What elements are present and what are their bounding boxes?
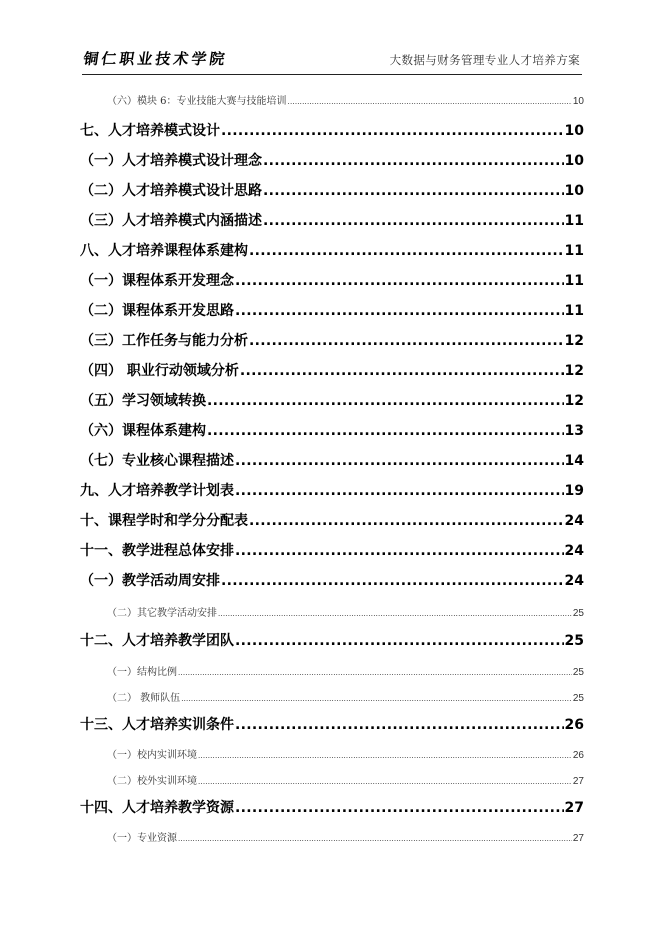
toc-entry-chapter-11[interactable] <box>80 540 584 560</box>
toc-entry-14-1[interactable] <box>80 829 584 844</box>
toc-entry-page: 24 <box>564 513 584 529</box>
toc-entry-8-7[interactable] <box>80 450 584 470</box>
toc-entry-chapter-13[interactable] <box>80 714 584 734</box>
toc-entry-label: （五）学习领域转换 <box>80 393 206 409</box>
toc-entry-label: （四） 职业行动领域分析 <box>80 363 239 379</box>
toc-entry-page: 11 <box>564 303 584 319</box>
toc-entry-13-1[interactable] <box>80 746 584 761</box>
toc-entry-page: 10 <box>564 183 584 199</box>
toc-entry-chapter-8[interactable] <box>80 240 584 260</box>
toc-entry-label: （七）专业核心课程描述 <box>80 453 234 469</box>
toc-entry-chapter-12[interactable] <box>80 630 584 650</box>
toc-leader-dots <box>221 573 564 589</box>
toc-entry-7-1[interactable] <box>80 150 584 170</box>
toc-entry-page: 12 <box>564 333 584 349</box>
toc-leader-dots <box>249 513 564 529</box>
toc-entry-page: 10 <box>572 96 584 107</box>
toc-leader-dots <box>235 633 564 649</box>
toc-entry-8-4[interactable] <box>80 360 584 380</box>
toc-leader-dots <box>218 608 572 619</box>
toc-entry-label: （一）人才培养模式设计理念 <box>80 153 262 169</box>
toc-leader-dots <box>263 213 564 229</box>
toc-leader-dots <box>235 453 564 469</box>
toc-leader-dots <box>249 243 564 259</box>
toc-entry-label: （二）课程体系开发思路 <box>80 303 234 319</box>
toc-entry-page: 25 <box>572 667 584 678</box>
toc-entry-11-2[interactable] <box>80 604 584 619</box>
toc-entry-page: 27 <box>572 776 584 787</box>
toc-entry-8-3[interactable] <box>80 330 584 350</box>
toc-leader-dots <box>207 423 564 439</box>
toc-entry-12-2[interactable] <box>80 689 584 704</box>
toc-leader-dots <box>235 717 564 733</box>
toc-entry-label: （二）人才培养模式设计思路 <box>80 183 262 199</box>
toc-entry-label: 十、课程学时和学分分配表 <box>80 513 248 529</box>
toc-entry-page: 24 <box>564 543 584 559</box>
toc-leader-dots <box>235 543 564 559</box>
toc-leader-dots <box>181 693 572 704</box>
toc-entry-page: 25 <box>564 633 584 649</box>
toc-entry-8-5[interactable] <box>80 390 584 410</box>
toc-entry-7-3[interactable] <box>80 210 584 230</box>
toc-entry-label: （二）校外实训环境 <box>107 776 197 787</box>
toc-entry-12-1[interactable] <box>80 663 584 678</box>
toc-entry-page: 14 <box>564 453 584 469</box>
toc-leader-dots <box>240 363 564 379</box>
toc-entry-label: （六）模块 6：专业技能大赛与技能培训 <box>107 96 287 107</box>
toc-entry-8-2[interactable] <box>80 300 584 320</box>
toc-entry-page: 11 <box>564 213 584 229</box>
toc-leader-dots <box>178 667 572 678</box>
toc-entry-label: 十四、人才培养教学资源 <box>80 800 234 816</box>
toc-entry-label: 十三、人才培养实训条件 <box>80 717 234 733</box>
toc-leader-dots <box>198 750 572 761</box>
toc-entry-page: 27 <box>572 833 584 844</box>
toc-leader-dots <box>198 776 572 787</box>
toc-entry-label: 十一、教学进程总体安排 <box>80 543 234 559</box>
toc-leader-dots <box>235 273 564 289</box>
toc-leader-dots <box>235 800 564 816</box>
toc-entry-page: 26 <box>564 717 584 733</box>
toc-entry-label: （一）结构比例 <box>107 667 177 678</box>
toc-entry-label: 九、人才培养教学计划表 <box>80 483 234 499</box>
toc-entry-8-6[interactable] <box>80 420 584 440</box>
toc-entry-page: 25 <box>572 693 584 704</box>
toc-leader-dots <box>235 303 564 319</box>
toc-entry-page: 11 <box>564 273 584 289</box>
toc-leader-dots <box>207 393 564 409</box>
toc-entry-page: 26 <box>572 750 584 761</box>
toc-entry-page: 11 <box>564 243 584 259</box>
toc-leader-dots <box>249 333 564 349</box>
toc-entry-13-2[interactable] <box>80 772 584 787</box>
school-logo-text: 铜仁职业技术学院 <box>82 50 229 68</box>
toc-leader-dots <box>178 833 572 844</box>
toc-entry-page: 12 <box>564 393 584 409</box>
toc-entry-label: （一）校内实训环境 <box>107 750 197 761</box>
toc-entry-8-1[interactable] <box>80 270 584 290</box>
toc-entry-label: 七、人才培养模式设计 <box>80 123 220 139</box>
toc-entry-label: （三）人才培养模式内涵描述 <box>80 213 262 229</box>
toc-entry-chapter-9[interactable] <box>80 480 584 500</box>
toc-entry-chapter-7[interactable] <box>80 120 584 140</box>
toc-leader-dots <box>221 123 564 139</box>
toc-leader-dots <box>263 183 564 199</box>
toc-entry-label: （一）专业资源 <box>107 833 177 844</box>
toc-leader-dots <box>288 96 572 107</box>
toc-entry-label: （二）其它教学活动安排 <box>107 608 217 619</box>
toc-entry-page: 10 <box>564 153 584 169</box>
toc-entry-label: 十二、人才培养教学团队 <box>80 633 234 649</box>
toc-entry-7-2[interactable] <box>80 180 584 200</box>
toc-entry-page: 10 <box>564 123 584 139</box>
toc-entry-page: 13 <box>564 423 584 439</box>
toc-entry-label: （一）教学活动周安排 <box>80 573 220 589</box>
toc-entry-page: 27 <box>564 800 584 816</box>
toc-entry-page: 12 <box>564 363 584 379</box>
toc-entry-page: 24 <box>564 573 584 589</box>
toc-entry-chapter-14[interactable] <box>80 797 584 817</box>
toc-entry-module-6[interactable] <box>80 92 584 107</box>
toc-entry-page: 19 <box>564 483 584 499</box>
toc-entry-label: （六）课程体系建构 <box>80 423 206 439</box>
toc-entry-label: （三）工作任务与能力分析 <box>80 333 248 349</box>
toc-leader-dots <box>263 153 564 169</box>
toc-leader-dots <box>235 483 564 499</box>
toc-entry-label: （二） 教师队伍 <box>107 693 181 704</box>
toc-entry-11-1[interactable] <box>80 570 584 590</box>
toc-entry-chapter-10[interactable] <box>80 510 584 530</box>
document-title: 大数据与财务管理专业人才培养方案 <box>389 53 580 67</box>
toc-entry-label: （一）课程体系开发理念 <box>80 273 234 289</box>
toc-entry-page: 25 <box>572 608 584 619</box>
toc-entry-label: 八、人才培养课程体系建构 <box>80 243 248 259</box>
page-header <box>82 44 582 75</box>
